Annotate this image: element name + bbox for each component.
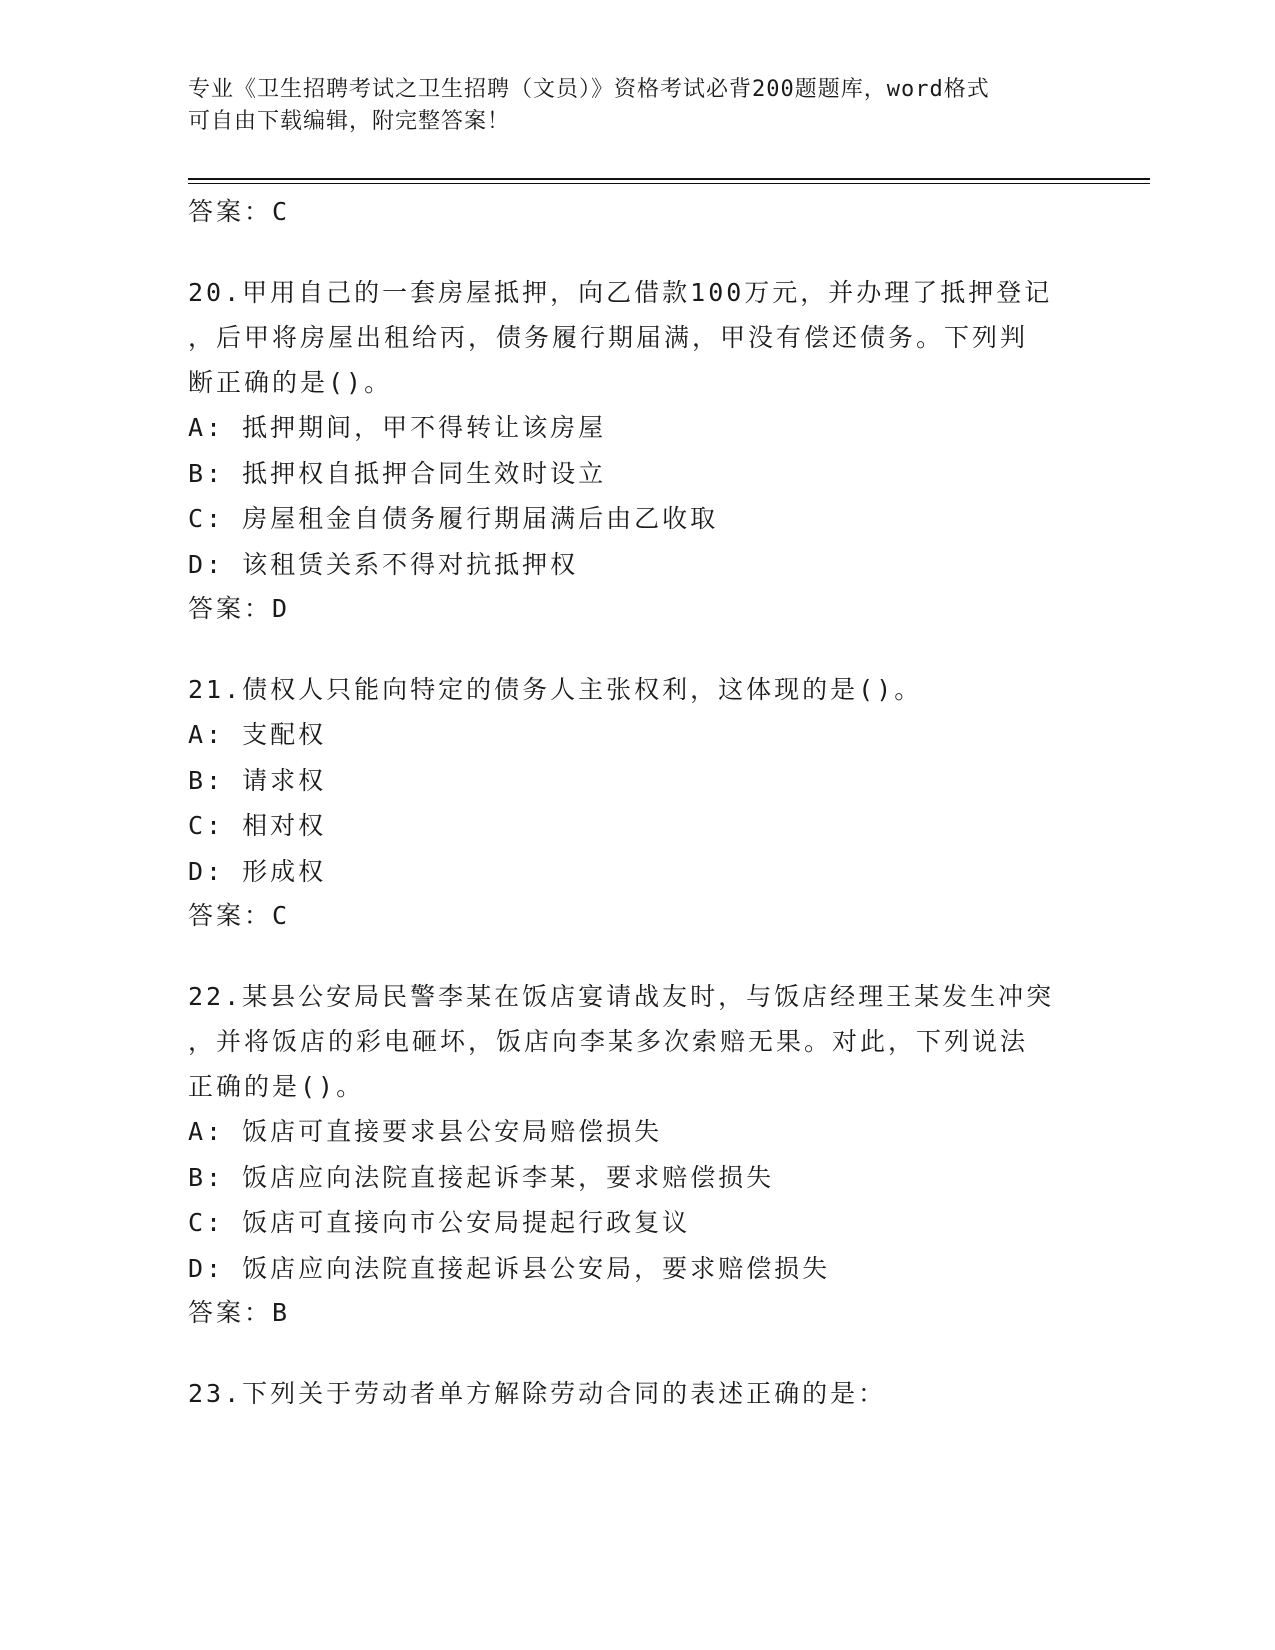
previous-answer: 答案：C bbox=[188, 197, 291, 226]
answer-line: 答案：D bbox=[188, 594, 291, 623]
option-a: A: 饭店可直接要求县公安局赔偿损失 bbox=[188, 1117, 663, 1146]
question-stem-line: 20.甲用自己的一套房屋抵押，向乙借款100万元，并办理了抵押登记 bbox=[188, 278, 1053, 307]
option-d: D: 该租赁关系不得对抗抵押权 bbox=[188, 549, 579, 579]
spacer bbox=[188, 938, 1088, 974]
question-stem-line: ，后甲将房屋出租给丙，债务履行期届满，甲没有偿还债务。下列判 bbox=[188, 323, 1029, 352]
option-d: D: 形成权 bbox=[188, 856, 327, 886]
question-stem-line: 正确的是()。 bbox=[188, 1072, 365, 1101]
option-b: B: 抵押权自抵押合同生效时设立 bbox=[188, 458, 607, 488]
option-c: C: 房屋租金自债务履行期届满后由乙收取 bbox=[188, 504, 719, 533]
question-stem-line: ，并将饭店的彩电砸坏，饭店向李某多次索赔无果。对此，下列说法 bbox=[188, 1027, 1029, 1056]
option-c: C: 相对权 bbox=[188, 811, 327, 840]
question-list bbox=[188, 190, 1088, 1416]
header-title-line-1: 专业《卫生招聘考试之卫生招聘（文员）》资格考试必背200题题库，word格式 bbox=[188, 77, 990, 102]
header-divider-thick bbox=[188, 178, 1150, 180]
answer-line: 答案：B bbox=[188, 1298, 291, 1327]
option-c: C: 饭店可直接向市公安局提起行政复议 bbox=[188, 1208, 691, 1237]
option-b: B: 饭店应向法院直接起诉李某，要求赔偿损失 bbox=[188, 1162, 775, 1192]
question-stem-line: 22.某县公安局民警李某在饭店宴请战友时，与饭店经理王某发生冲突 bbox=[188, 982, 1055, 1011]
question-stem-line: 21.债权人只能向特定的债务人主张权利，这体现的是()。 bbox=[188, 675, 923, 704]
answer-line: 答案：C bbox=[188, 901, 291, 930]
question-20 bbox=[188, 270, 1088, 631]
header-divider-thin bbox=[188, 183, 1150, 184]
option-d: D: 饭店应向法院直接起诉县公安局，要求赔偿损失 bbox=[188, 1253, 831, 1283]
option-a: A: 支配权 bbox=[188, 720, 327, 749]
question-stem-line: 23.下列关于劳动者单方解除劳动合同的表述正确的是： bbox=[188, 1379, 887, 1408]
question-21 bbox=[188, 667, 1088, 938]
spacer bbox=[188, 234, 1088, 270]
question-22 bbox=[188, 974, 1088, 1335]
question-stem-line: 断正确的是()。 bbox=[188, 368, 393, 397]
spacer bbox=[188, 1335, 1088, 1371]
question-23 bbox=[188, 1371, 1088, 1416]
spacer bbox=[188, 631, 1088, 667]
option-a: A: 抵押期间，甲不得转让该房屋 bbox=[188, 413, 607, 442]
header-title-line-2: 可自由下载编辑，附完整答案！ bbox=[188, 109, 511, 134]
page-header bbox=[188, 74, 1068, 138]
option-b: B: 请求权 bbox=[188, 765, 327, 795]
